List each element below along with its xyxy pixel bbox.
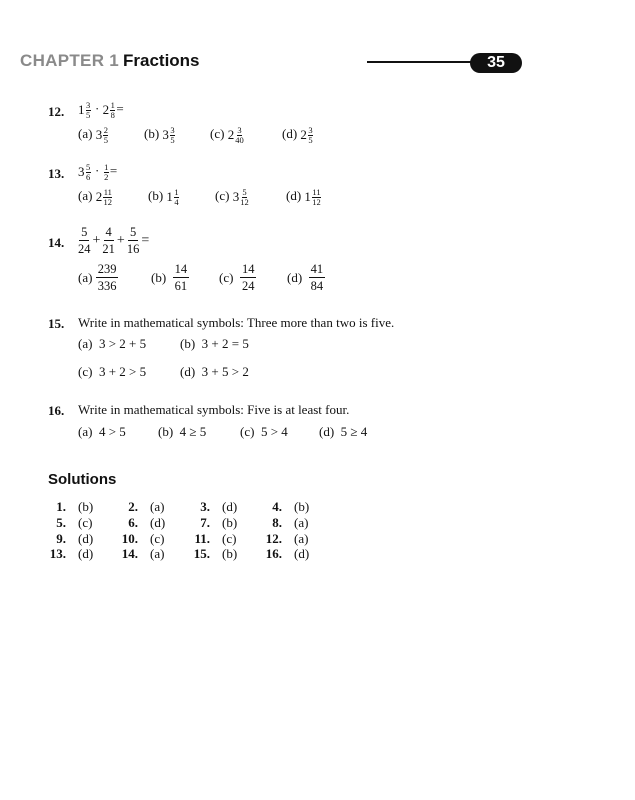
- solution-answer: (d): [294, 546, 310, 561]
- problem-15-choice-d: (d) 3 + 5 > 2: [180, 364, 249, 379]
- problem-12-choice-b: (b) 3 3 5: [144, 125, 175, 145]
- solution-number: 4.: [272, 499, 282, 514]
- solutions-heading: Solutions: [48, 471, 117, 488]
- problem-14-choice-c: (c) $\frac{14}{24}$: [219, 262, 255, 293]
- solution-answer: (d): [78, 546, 94, 561]
- problem-13-choice-d: (d) 1 11 12: [286, 187, 321, 207]
- solution-answer: (c): [150, 531, 165, 546]
- problem-16-choice-b: (b) 4 ≥ 5: [158, 424, 207, 439]
- problem-14-number: 14.: [48, 235, 65, 250]
- problem-16-number: 16.: [48, 403, 65, 418]
- solution-number: 8.: [272, 515, 282, 530]
- problem-15-choice-b: (b) 3 + 2 = 5: [180, 336, 249, 351]
- problem-12-expression: 1 3 5 · 2 1 8 =: [78, 100, 124, 120]
- problem-16-choice-c: (c) 5 > 4: [240, 424, 288, 439]
- solution-answer: (b): [222, 515, 238, 530]
- problem-14-choice-d: (d) $\frac{41}{84}$: [287, 262, 324, 293]
- solution-answer: (a): [294, 515, 309, 530]
- solution-answer: (a): [294, 531, 309, 546]
- problem-13-expression: 3 5 6 · 1 2 =: [78, 162, 118, 182]
- solution-number: 14.: [121, 546, 138, 561]
- solution-answer: (d): [78, 531, 94, 546]
- solution-number: 11.: [194, 531, 210, 546]
- solution-number: 7.: [200, 515, 210, 530]
- solution-number: 16.: [265, 546, 282, 561]
- problem-13-choice-c: (c) 3 5 12: [215, 187, 249, 207]
- problem-12-choice-d: (d) 2 3 5: [282, 125, 313, 145]
- page-number-badge: 35: [470, 53, 522, 73]
- solution-number: 2.: [128, 499, 138, 514]
- problem-13-choice-b: (b) 1 1 4: [148, 187, 179, 207]
- problem-16-question: Write in mathematical symbols: Five is at least four.: [78, 402, 350, 417]
- solution-number: 1.: [56, 499, 66, 514]
- solution-answer: (c): [222, 531, 237, 546]
- solution-number: 13.: [49, 546, 66, 561]
- solution-number: 3.: [200, 499, 210, 514]
- chapter-label: CHAPTER 1: [20, 51, 120, 70]
- problem-16-choice-a: (a) 4 > 5: [78, 424, 126, 439]
- problem-15-choice-a: (a) 3 > 2 + 5: [78, 336, 147, 351]
- solution-number: 10.: [121, 531, 138, 546]
- solution-number: 15.: [193, 546, 210, 561]
- problem-13-number: 13.: [48, 166, 65, 181]
- solution-answer: (b): [78, 499, 94, 514]
- solution-number: 9.: [56, 531, 66, 546]
- problem-12-number: 12.: [48, 104, 65, 119]
- solution-number: 5.: [56, 515, 66, 530]
- problem-15-number: 15.: [48, 316, 65, 331]
- problem-12-choice-a: (a) 3 2 5: [78, 125, 108, 145]
- solution-answer: (c): [78, 515, 93, 530]
- problem-16-choice-d: (d) 5 ≥ 4: [319, 424, 368, 439]
- problem-15-choice-c: (c) 3 + 2 > 5: [78, 364, 147, 379]
- solution-number: 12.: [265, 531, 282, 546]
- solution-answer: (b): [222, 546, 238, 561]
- solution-answer: (b): [294, 499, 310, 514]
- solution-answer: (d): [222, 499, 238, 514]
- chapter-title: Fractions: [123, 51, 200, 70]
- problem-14-choice-b: (b) $\frac{14}{61}$: [151, 262, 188, 293]
- header-rule: [367, 61, 482, 63]
- solution-answer: (d): [150, 515, 166, 530]
- problem-12-choice-c: (c) 2 3 40: [210, 125, 244, 145]
- problem-13-choice-a: (a) 2 11 12: [78, 187, 113, 207]
- problem-15-question: Write in mathematical symbols: Three more than two is five.: [78, 315, 395, 330]
- solution-answer: (a): [150, 499, 165, 514]
- solution-number: 6.: [128, 515, 138, 530]
- solution-answer: (a): [150, 546, 165, 561]
- problem-14-expression: $\frac{5}{24}$ + $\frac{4}{21}$ + $\frac{5}{16}$ =: [78, 225, 150, 256]
- problem-14-choice-a: (a) $\frac{239}{336}$: [78, 262, 117, 293]
